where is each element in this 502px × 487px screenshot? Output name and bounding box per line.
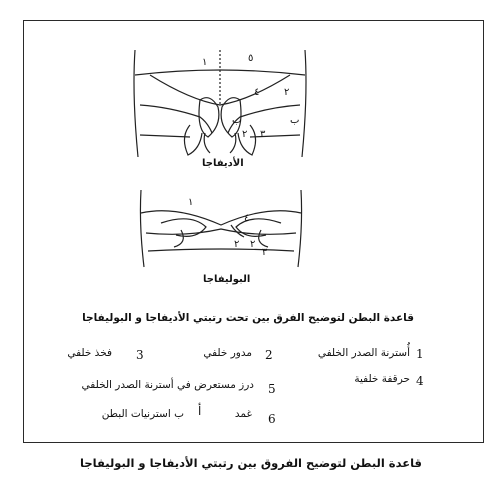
- legend-item-6: غمد: [234, 408, 252, 420]
- legend-number-5: 5: [268, 382, 276, 396]
- legend-number-1: 1: [416, 347, 424, 361]
- figure-caption: قاعدة البطن لتوضيح الفروق بين رتبتي الأديفاجا و البوليفاجا: [80, 456, 422, 470]
- fig1-label-5: ٥: [248, 53, 254, 64]
- polyphaga-caption: البوليفاجا: [203, 274, 251, 285]
- legend-number-a: أ: [198, 404, 202, 418]
- legend-item-abdominal-sternites: ب استرنيات البطن: [101, 408, 184, 420]
- legend-item-1: أُسترنة الصدر الخلفي: [317, 347, 410, 359]
- fig2-label-3: ٣: [262, 247, 268, 258]
- adephaga-diagram: [130, 45, 310, 160]
- legend-number-2: 2: [265, 348, 273, 362]
- fig1-label-1: ١: [202, 57, 208, 68]
- legend-item-4: حرقفة خلفية: [354, 373, 410, 385]
- fig1-label-4: ٤: [254, 87, 260, 98]
- fig1-label-3: ٣: [260, 129, 266, 140]
- fig1-label-b1: ب: [232, 115, 242, 126]
- fig2-label-4: ٤: [244, 213, 250, 224]
- legend-title: قاعدة البطن لتوضيح الفرق بين تحت رتبتي الأديفاجا و البوليفاجا: [82, 312, 414, 324]
- fig1-label-2a: ٢: [284, 87, 290, 98]
- legend-item-5: درز مستعرض في أسترنة الصدر الخلفي: [81, 379, 254, 391]
- fig1-label-2b: ٢: [242, 129, 248, 140]
- legend-item-2: مدور خلفي: [203, 347, 252, 359]
- legend-number-3: 3: [136, 348, 144, 362]
- polyphaga-diagram: [136, 185, 306, 270]
- fig2-label-1: ١: [188, 197, 194, 208]
- legend-number-6: 6: [268, 412, 276, 426]
- fig1-label-b2: ب: [290, 115, 300, 126]
- fig2-label-2b: ٢: [250, 239, 256, 250]
- legend-number-4: 4: [416, 374, 424, 388]
- adephaga-caption: الأديفاجا: [202, 158, 244, 169]
- fig2-label-2a: ٢: [234, 239, 240, 250]
- legend-item-3: فخذ خلفي: [67, 347, 112, 359]
